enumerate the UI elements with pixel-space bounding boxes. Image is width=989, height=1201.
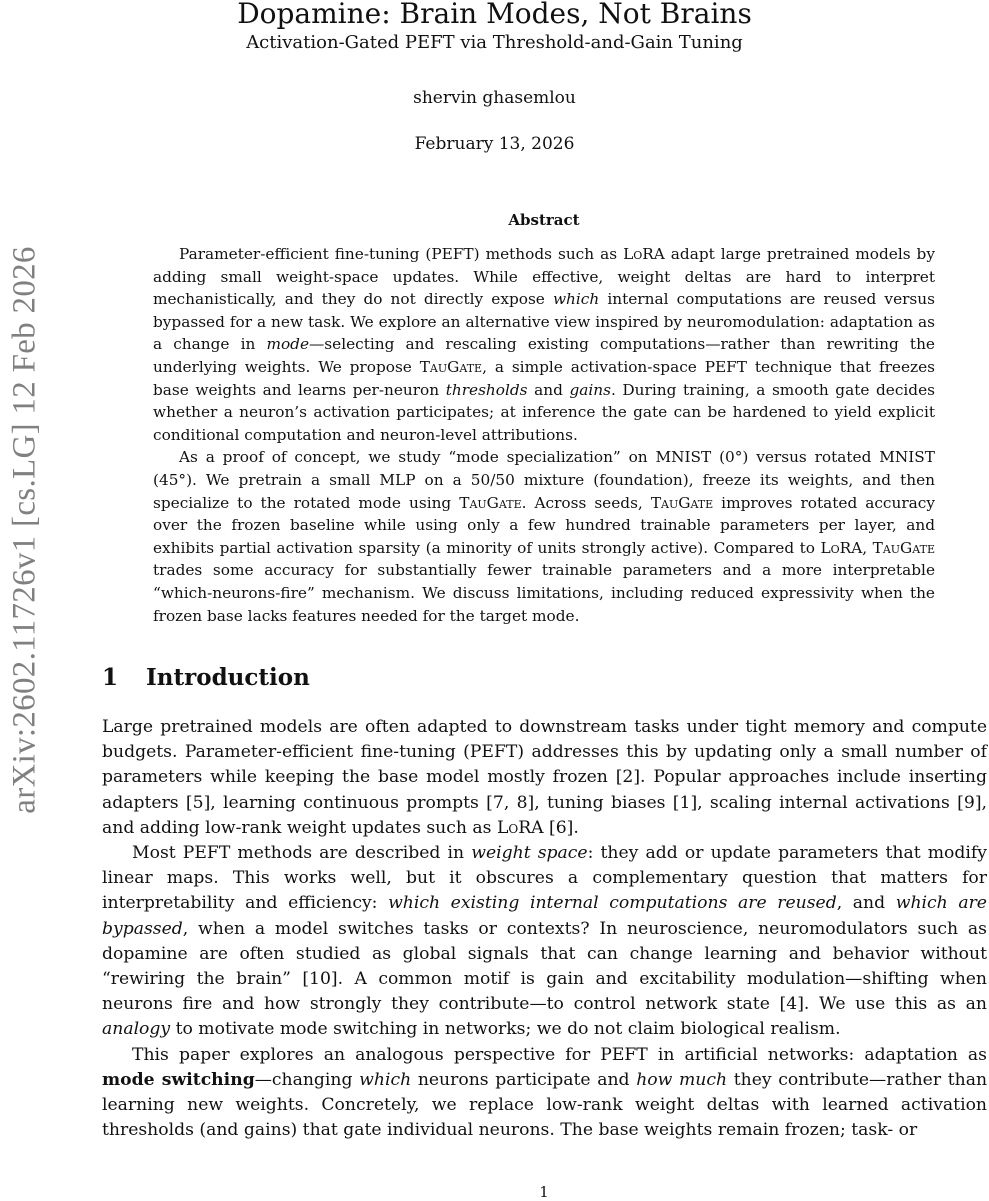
emphasis: which [359,1069,412,1090]
section-heading-introduction [102,664,310,691]
introduction-body [102,715,987,1143]
abstract [153,243,935,627]
emphasis: thresholds [445,380,528,399]
author-name: shervin ghasemlou [413,88,576,108]
emphasis: analogy [102,1019,171,1040]
text-run: Most PEFT methods are described in [132,843,472,864]
emphasis: gains [569,380,611,399]
text-run: , and [836,893,896,914]
text-run: they contribute—rather than learning new weights. Concretely, we replace low-rank weight deltas with learned activation thresholds (and gains) that gate individual neurons. The base weights remain frozen; task- or [102,1069,988,1141]
text-run: trades some accuracy for substantially fewer trainable parameters and a more interpretable “which-neurons-fire” mechanism. We discuss limitations, including reduced expressivity when the frozen base lacks features needed for the target mode. [153,561,935,625]
text-run: improves rotated accuracy over the frozen baseline while using only a few hundred trainable parameters per layer, and exhibits partial activation sparsity (a minority of units strongly active). Compared to [153,493,935,557]
section-title: Introduction [146,664,310,691]
text-run: [6]. [543,817,579,838]
text-run: adapt large pretrained models by adding small weight-space updates. While effective, weight deltas are hard to interpret mechanistically, and they do not directly expose [153,245,935,309]
emphasis: which [552,290,600,309]
method-name-lora: LoRA [820,538,863,557]
method-name-taugate: TauGate [650,493,714,512]
method-name-lora: LoRA [623,245,665,263]
text-run: : they add or update parameters that modify linear maps. This works well, but it obscures a complementary question that matters for interpretability and efficiency: [102,843,987,914]
body-paragraph-3 [102,1043,987,1144]
body-paragraph-2 [102,841,987,1043]
emphasis: which are bypassed [102,893,987,939]
text-run: . During training, a smooth gate decides whether a neuron’s activation participates; at inference the gate can be hardened to yield explicit conditional computation and neuron-level attributions. [153,380,936,444]
text-run: Large pretrained models are often adapted to downstream tasks under tight memory and compute budgets. Parameter-efficient fine-tuning (PEFT) addresses this by updating only a small number of parameters while keeping the base model mostly frozen [2]. Popular approaches include inserting adapters [5], learning continuous prompts [7, 8], tuning biases [1], scaling internal activations [9], and adding low-rank weight updates such as [102,717,987,838]
text-run: neurons participate and [411,1069,637,1090]
emphasis: weight space [471,843,588,864]
text-run: internal computations are reused versus bypassed for a new task. We explore an alternative view inspired by neuromodulation: adaptation as a change in [153,290,935,354]
text-run: , [862,538,873,557]
text-run: to motivate mode switching in networks; we do not claim biological realism. [170,1019,841,1040]
text-run: and [527,380,570,399]
text-run: This paper explores an analogous perspective for PEFT in artificial networks: adaptation as [132,1044,987,1065]
abstract-heading: Abstract [508,211,580,229]
method-name-taugate: TauGate [459,493,522,512]
paper-title: Dopamine: Brain Modes, Not Brains [237,0,752,30]
page-number: 1 [539,1183,549,1201]
text-run: Parameter-efficient fine-tuning (PEFT) methods such as [179,245,624,263]
body-paragraph-1 [102,715,987,841]
abstract-paragraph-1 [153,243,935,446]
paper-subtitle: Activation-Gated PEFT via Threshold-and-Gain Tuning [246,32,743,53]
text-run: , a simple activation-space PEFT technique that freezes base weights and learns per-neuron [153,357,935,399]
paper-date: February 13, 2026 [414,134,575,154]
method-name-taugate: TauGate [872,538,935,557]
method-name-taugate: TauGate [419,357,483,376]
text-run: —selecting and rescaling existing computations—rather than rewriting the underlying weights. We propose [153,335,935,376]
method-name-lora: LoRA [496,817,544,838]
arxiv-identifier: arXiv:2602.11726v1 [cs.LG] 12 Feb 2026 [6,246,43,814]
emphasis: how much [636,1069,728,1090]
text-run: . Across seeds, [521,493,651,512]
section-number: 1 [102,664,119,691]
emphasis: which existing internal computations are reused [388,893,837,914]
abstract-paragraph-2 [153,446,935,627]
text-run: As a proof of concept, we study “mode specialization” on MNIST (0°) versus rotated MNIST (45°). We pretrain a small MLP on a 50/50 mixture (foundation), freeze its weights, and then specialize to the rotated mode using [153,448,935,512]
emphasis: mode [266,335,309,354]
bold-term: mode switching [102,1069,255,1090]
text-run: , when a model switches tasks or contexts? In neuroscience, neuromodulators such as dopamine are often studied as global signals that can change learning and behavior without “rewiring the brain” [10]. A common motif is gain and excitability modulation—shifting when neurons fire and how strongly they contribute—to control network state [4]. We use this as an [102,918,987,1015]
text-run: —changing [254,1069,360,1090]
